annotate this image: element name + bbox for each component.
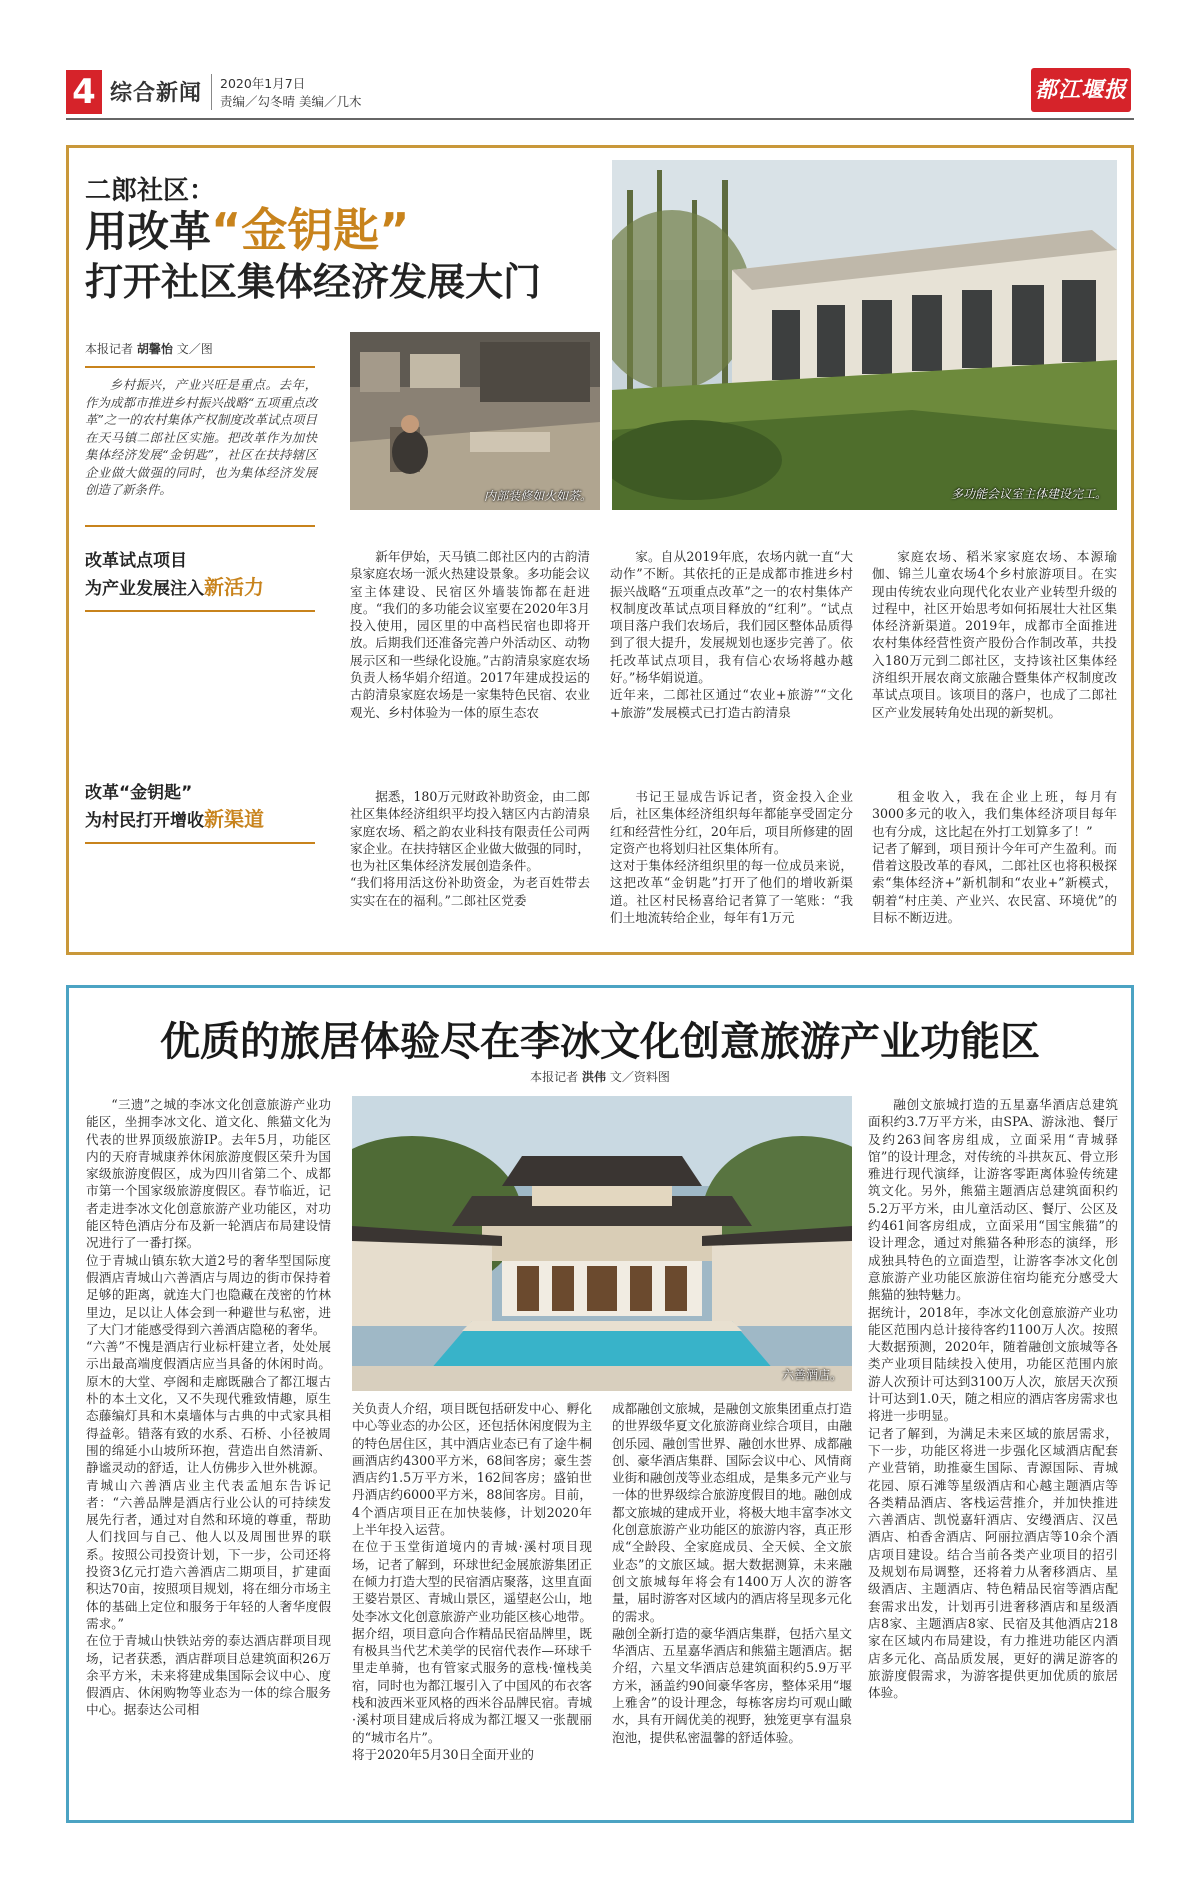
article1-section2-col1 xyxy=(350,788,590,938)
article1-section1-col1 xyxy=(350,548,590,773)
subhead2-rule xyxy=(85,842,315,844)
col1-text: “三遗”之城的李冰文化创意旅游产业功能区，坐拥李冰文化、道文化、熊猫文化为代表的世界顶级旅游IP。去年5月，功能区内的天府青城康养休闲旅游度假区荣升为国家级旅游度假区，成为四川省第二个、成都市第一个国家级旅游度假区。春节临近，记者走进李冰文化创意旅游产业功能区，对功能区特色酒店分布及新一轮酒店布局建设情况进行了一番打探。 位于青城山镇东软大道2号的奢华型国际度假酒店青城山六善酒店与周边的街市保持着足够的距离，就连大门也隐藏在茂密的竹林里边，足以让人体会到一种避世与私密，进了大门才能感受得到六善酒店隐秘的奢华。 “六善”不愧是酒店行业标杆建立者，处处展示出最高端度假酒店应当具备的休闲时尚。原木的大堂、亭阁和走廊既融合了都江堰古朴的本土文化，又不失现代雅致情趣，原生态藤编灯具和木桌墙体与古典的中式家具相得益彰。错落有致的水系、石桥、小径被周围的绵延小山坡所环抱，营造出自然清新、静谧灵动的舒适，让人仿佛步入世外桃源。 青城山六善酒店业主代表孟旭东告诉记者：“六善品牌是酒店行业公认的可持续发展先行者，通过对自然和环境的尊重，帮助人们找回与自己、他人以及周围世界的联系。按照公司投资计划，下一步，公司还将投资3亿元打造六善酒店二期项目，扩建面积达70亩，按照项目规划，将在细分市场主体的基础上定位和服务于年轻的人奢华度假需求。” 在位于青城山快铁站旁的泰达酒店群项目现场，记者获悉，酒店群项目总建筑面积26万余平方米，未来将建成集国际会议中心、度假酒店、休闲购物等业态为一体的综合服务中心。据泰达公司相 xyxy=(86,1097,331,1718)
s2-col3-text: 租金收入，我在企业上班，每月有3000多元的收入，我们集体经济项目每年也有分成，这比起在外打工划算多了！” 记者了解到，项目预计今年可产生盈利。而借着这股改革的春风，二郎社区也将积极探索“集体经济+”新机制和“农业+”新模式，朝着“村庄美、产业兴、农民富、环境优”的目标不断迈进。 xyxy=(872,789,1117,926)
photo1-caption: 内部装修如火如荼。 xyxy=(483,489,592,503)
article1-title-highlight: “金钥匙” xyxy=(211,203,410,257)
photo-meeting-hall-image xyxy=(612,160,1117,510)
issue-date: 2020年1月7日 xyxy=(220,76,306,91)
article1-section2-col2 xyxy=(610,788,853,938)
article1-byline xyxy=(85,340,213,357)
byline-suffix: 文／资料图 xyxy=(609,1070,670,1084)
page-header xyxy=(66,66,1134,120)
photo-six-senses-image xyxy=(352,1096,852,1391)
article2-col2 xyxy=(352,1400,592,1808)
article1-lead: 乡村振兴，产业兴旺是重点。去年，作为成都市推进乡村振兴战略“五项重点改革”之一的农村集体产权制度改革试点项目在天马镇二郎社区实施。把改革作为加快集体经济发展“金钥匙”，社区在扶持辖区企业做大做强的同时，也为集体经济发展创造了新条件。 xyxy=(85,377,317,497)
hotel-photo-caption: 六善酒店。 xyxy=(781,1368,842,1382)
subhead1-hl: 新活力 xyxy=(204,575,264,599)
s2-col2-text: 书记王显成告诉记者，资金投入企业后，社区集体经济组织每年都能享受固定分红和经营性分红，20年后，项目所修建的固定资产也将划归社区集体所有。 这对于集体经济组织里的每一位成员来说，这把改革“金钥匙”打开了他们的增收新渠道。社区村民杨喜给记者算了一笔账：“我们土地流转给企业，每年有1万元 xyxy=(610,789,853,926)
masthead-logo xyxy=(1031,68,1131,112)
byline-prefix: 本报记者 xyxy=(85,342,134,356)
byline-prefix: 本报记者 xyxy=(530,1070,579,1084)
masthead-text: 都江堰报 xyxy=(1034,77,1127,103)
article2-byline xyxy=(0,1068,1200,1085)
article2-col1 xyxy=(86,1096,331,1808)
s2-col1-text: 据悉，180万元财政补助资金，由二郎社区集体经济组织平均投入辖区内古韵清泉家庭农场、稻之韵农业科技有限责任公司两家企业。在扶持辖区企业做大做强的同时，也为社区集体经济发展创造条件。 “我们将用活这份补助资金，为老百姓带去实实在在的福利。”二郎社区党委 xyxy=(350,789,590,908)
col2-text: 关负责人介绍，项目既包括研发中心、孵化中心等业态的办公区，还包括休闲度假为主的特色居住区，其中酒店业态已有了途牛桐画酒店约4300平方米，68间客房；豪生荟酒店约1.5万平方米，162间客房；盛铂世丹酒店约6000平方米，88间客房。目前，4个酒店项目正在加快装修，计划2020年上半年投入运营。 在位于玉堂街道境内的青城·溪村项目现场，记者了解到，环球世纪金展旅游集团正在倾力打造大型的民宿酒店聚落，这里直面王婆岩景区、青城山景区，遥望赵公山，地处李冰文化创意旅游产业功能区核心地带。据介绍，项目意向合作精品民宿品牌里，既有极具当代艺术美学的民宿代表作—环球千里走单骑，也有管家式服务的意栈·憧栈美宿，同时也为都江堰引入了中国风的布衣客栈和波西米亚风格的西米谷品牌民宿。青城·溪村项目建成后将成为都江堰又一张靓丽的“城市名片”。 将于2020年5月30日全面开业的 xyxy=(352,1401,592,1762)
photo-interior-renovation xyxy=(350,332,600,510)
s1-col2-text: 家。自从2019年底，农场内就一直“大动作”不断。其依托的正是成都市推进乡村振兴战略“五项重点改革”之一的农村集体产权制度改革试点项目释放的“红利”。“试点项目落户我们农场后，我们园区整体品质得到了很大提升，发展规划也逐步完善了。依托改革试点项目，我有信心农场将越办越好。”杨华娟说道。 近年来，二郎社区通过“农业+旅游”“文化+旅游”发展模式已打造古韵清泉 xyxy=(610,549,853,720)
lead-rule-top xyxy=(85,366,315,368)
header-rule xyxy=(66,118,1134,120)
article1-section1-col2 xyxy=(610,548,853,773)
section-name: 综合新闻 xyxy=(110,81,203,106)
article1-kicker: 二郎社区： xyxy=(85,176,216,206)
byline-name: 胡馨怡 xyxy=(136,342,173,356)
photo2-caption: 多功能会议室主体建设完工。 xyxy=(950,487,1107,501)
paragraph: 家庭农场、稻米家家庭农场、本源瑜伽、锦兰儿童农场4个乡村旅游项目。在实现由传统农业向现代化农业产业转型升级的过程中，社区开始思考如何拓展壮大社区集体经济新渠道。2019年，成都市全面推进农村集体经营性资产股份合作制改革，共投入180万元到二郎社区，支持该社区集体经济组织开展农商文旅融合暨集体产权制度改革试点项目。该项目的落户，也成了二郎社区产业发展转角处出现的新契机。 xyxy=(872,549,1117,720)
photo-meeting-hall xyxy=(612,160,1117,510)
editors: 责编／勾冬晴 美编／几木 xyxy=(220,94,362,109)
subhead2-pre: 为村民打开增收 xyxy=(85,811,204,831)
article2-title: 优质的旅居体验尽在李冰文化创意旅游产业功能区 xyxy=(160,1018,1040,1065)
subhead1-pre: 为产业发展注入 xyxy=(85,579,204,599)
photo-six-senses-hotel xyxy=(352,1096,852,1391)
paragraph: 新年伊始，天马镇二郎社区内的古韵清泉家庭农场一派火热建设景象。多功能会议室主体建设、民宿区外墙装饰都在赶进度。“我们的多功能会议室要在2020年3月投入使用，园区里的中高档民宿也即将开放。后期我们还准备完善户外活动区、动物展示区和一些绿化设施。”古韵清泉家庭农场负责人杨华娟介绍道。2017年建成投运的古韵清泉家庭农场是一家集特色民宿、农业观光、乡村体验为一体的原生态农 xyxy=(350,549,590,720)
subhead1-line2 xyxy=(85,574,264,602)
subhead2-hl: 新渠道 xyxy=(204,807,264,831)
byline-name: 洪伟 xyxy=(581,1070,606,1084)
article1-section2-col3 xyxy=(872,788,1117,938)
subhead-pilot-project xyxy=(85,548,264,602)
photo-interior-renovation-image xyxy=(350,332,600,510)
subhead1-line1: 改革试点项目 xyxy=(85,551,187,571)
col3-text: 成都融创文旅城，是融创文旅集团重点打造的世界级华夏文化旅游商业综合项目，由融创乐园、融创雪世界、融创水世界、成都融创、豪华酒店集群、国际会议中心、风情商业街和融创茂等业态组成，是集多元产业与一体的世界级综合旅游度假目的地。融创成都文旅城的建成开业，将极大地丰富李冰文化创意旅游产业功能区的旅游内容，真正形成“全龄段、全家庭成员、全天候、全文旅业态”的文旅区域。据大数据测算，未来融创文旅城每年将会有1400万人次的游客量，届时游客对区域内的酒店将呈现多元化的需求。 融创全新打造的豪华酒店集群，包括六星文华酒店、五星嘉华酒店和熊猫主题酒店。据介绍，六星文华酒店总建筑面积约5.9万平方米，涵盖约90间豪华客房，整体采用“堰上雅舍”的设计理念，每栋客房均可观山瞰水，具有开阔优美的视野，独笼更享有温泉泡池，提供私密温馨的舒适体验。 xyxy=(612,1401,852,1745)
article2-col4 xyxy=(868,1096,1118,1808)
header-divider xyxy=(211,74,212,110)
page-number: 4 xyxy=(66,70,102,114)
subhead1-rule xyxy=(85,610,315,612)
article1-title-line1 xyxy=(85,205,409,257)
subhead2-line1: 改革“金钥匙” xyxy=(85,783,193,803)
col4-text: 融创文旅城打造的五星嘉华酒店总建筑面积约3.7万平方米，由SPA、游泳池、餐厅及约263间客房组成，立面采用“青城驿馆”的设计理念，对传统的斗拱灰瓦、骨立形雅进行现代演绎，让游客零距离体验传统建筑文化。另外，熊猫主题酒店总建筑面积约5.2万平方米，由儿童活动区、餐厅、公区及约461间客房组成，立面采用“国宝熊猫”的设计理念，通过对熊猫各种形态的演绎，形成独具特色的立面造型，让游客李冰文化创意旅游产业功能区旅游住宿均能充分感受大熊猫的独特魅力。 据统计，2018年，李冰文化创意旅游产业功能区范围内总计接待客约1100万人次。按照大数据预测，2020年，随着融创文旅城等各类产业项目陆续投入使用，功能区范围内旅游人次预计可达到3100万人次，旅居天次预计可达到1.0天，随之相应的酒店客房需求也将进一步明显。 记者了解到，为满足未来区域的旅居需求，下一步，功能区将进一步强化区域酒店配套产业营销，助推豪生国际、青源国际、青城花园、原石滩等星级酒店和心越主题酒店等各类精品酒店、客栈运营推介，并加快推进六善酒店、凯悦嘉轩酒店、安缦酒店、汉邑酒店、柏香舍酒店、阿丽拉酒店等10余个酒店项目建设。结合当前各类产业项目的招引及规划布局调整，还将着力从奢移酒店、星级酒店、主题酒店、特色精品民宿等酒店配套需求出发，计划再引进奢移酒店和星级酒店8家、主题酒店8家、民宿及其他酒店218家在区域内布局建设，有力推进功能区内酒店多元化、高品质发展，更好的满足游客的旅游度假需求，为游客提供更加优质的旅居体验。 xyxy=(868,1097,1118,1701)
byline-suffix: 文／图 xyxy=(176,342,213,356)
subhead2-line2 xyxy=(85,806,264,834)
subhead-golden-key xyxy=(85,780,264,834)
article2-col3 xyxy=(612,1400,852,1808)
article1-title-line2: 打开社区集体经济发展大门 xyxy=(85,260,542,304)
article1-title-pre: 用改革 xyxy=(85,207,212,256)
lead-rule-bottom xyxy=(85,525,315,527)
article1-section1-col3 xyxy=(872,548,1117,773)
